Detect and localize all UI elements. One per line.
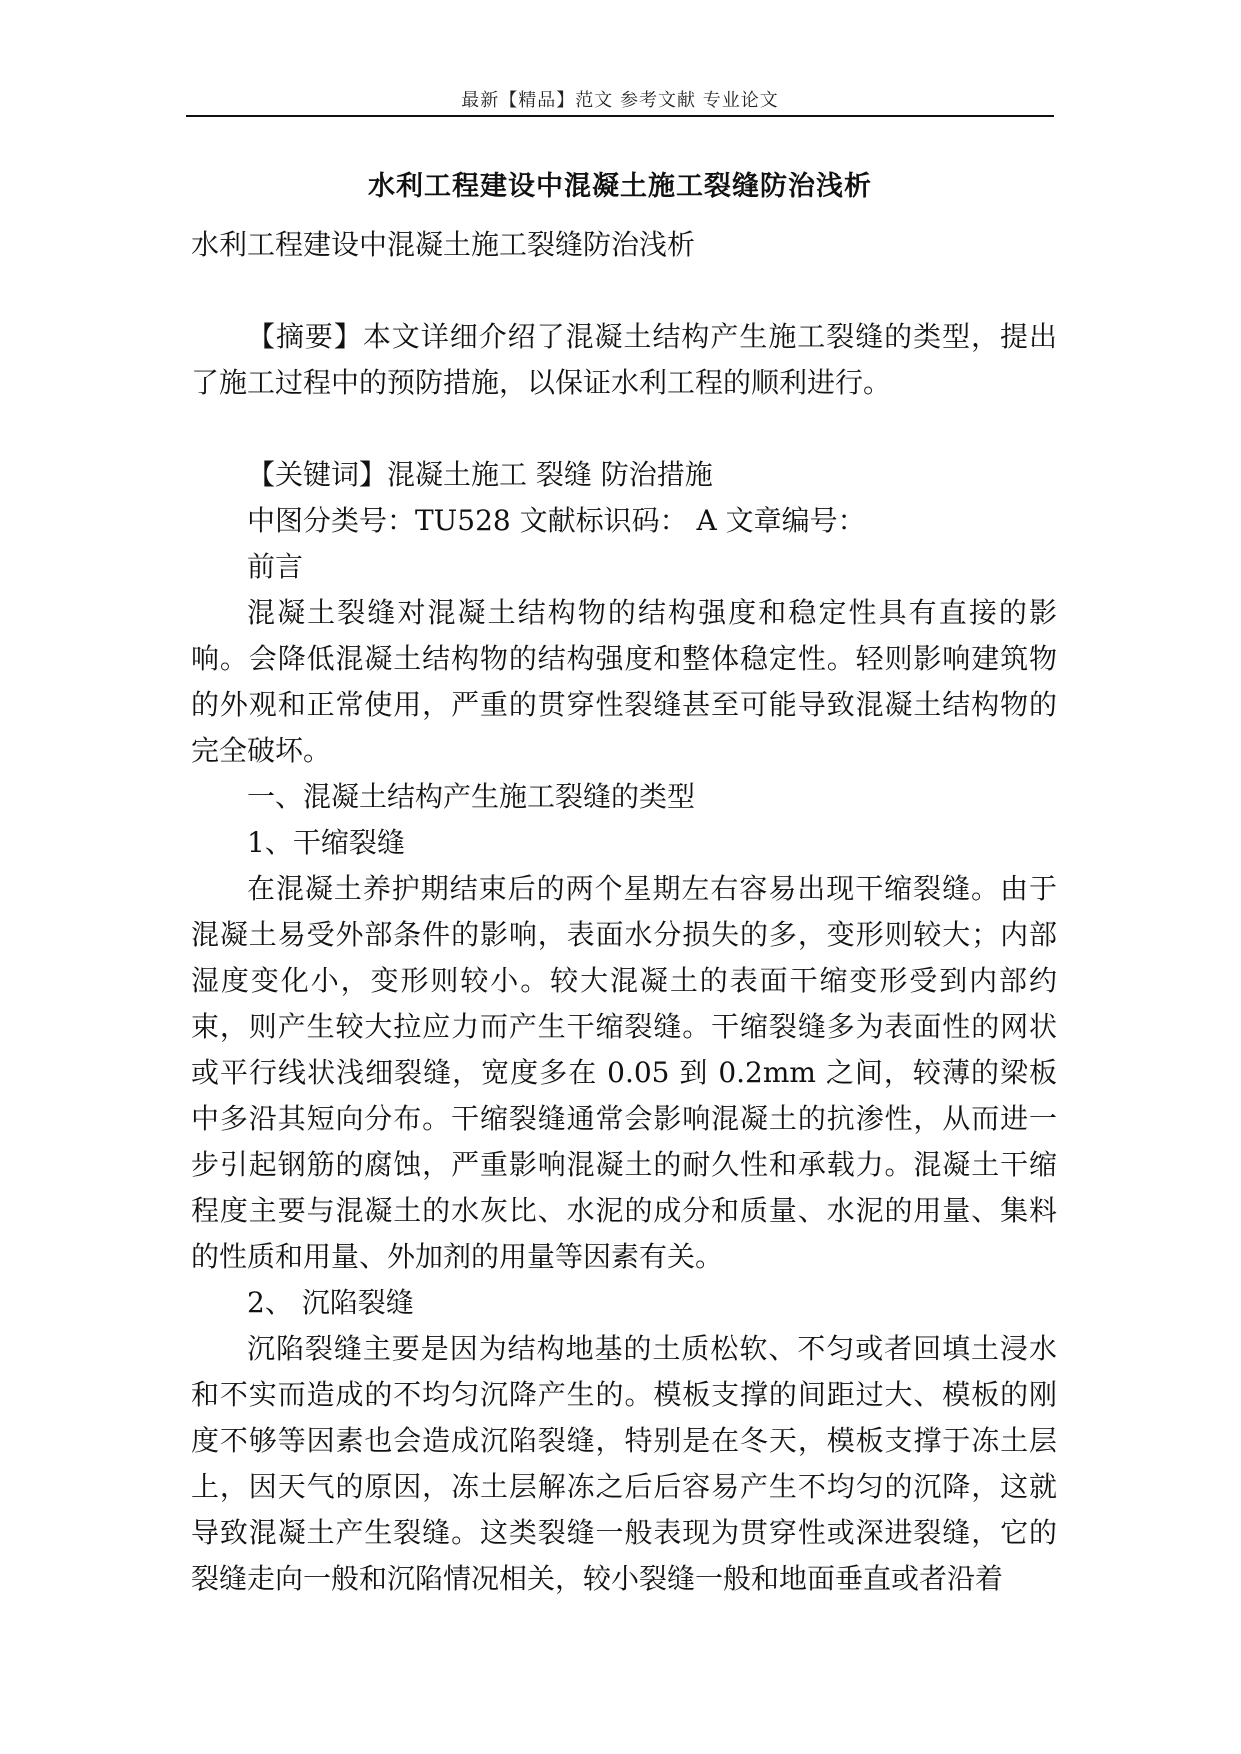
body-paragraph: 在混凝土养护期结束后的两个星期左右容易出现干缩裂缝。由于混凝土易受外部条件的影响，表面水分损失的多，变形则较大；内部湿度变化小，变形则较小。较大混凝土的表面干缩变形受到内部约束，则产生较大拉应力而产生干缩裂缝。干缩裂缝多为表面性的网状或平行线状浅细裂缝，宽度多在 0.05 到 0.2mm 之间，较薄的梁板中多沿其短向分布。干缩裂缝通常会影响混凝土的抗渗性，从而进一步引起钢筋的腐蚀，严重影响混凝土的耐久性和承载力。混凝土干缩程度主要与混凝土的水灰比、水泥的成分和质量、水泥的用量、集料的性质和用量、外加剂的用量等因素有关。: [191, 872, 1057, 1273]
section-heading-1: 一、混凝土结构产生施工裂缝的类型: [247, 780, 696, 813]
subsection-heading-2: 2、 沉陷裂缝: [247, 1286, 414, 1319]
subsection-heading-1: 1、干缩裂缝: [247, 826, 405, 859]
body-paragraph: 沉陷裂缝主要是因为结构地基的土质松软、不匀或者回填土浸水和不实而造成的不均匀沉降产生的。模板支撑的间距过大、模板的刚度不够等因素也会造成沉陷裂缝，特别是在冬天，模板支撑于冻土层上，因天气的原因，冻土层解冻之后后容易产生不均匀的沉降，这就导致混凝土产生裂缝。这类裂缝一般表现为贯穿性或深进裂缝，它的裂缝走向一般和沉陷情况相关，较小裂缝一般和地面垂直或者沿着: [191, 1332, 1057, 1595]
section-heading-preface: 前言: [247, 550, 304, 583]
keywords-line: 【关键词】混凝土施工 裂缝 防治措施: [247, 458, 713, 491]
abstract-paragraph: 【摘要】本文详细介绍了混凝土结构产生施工裂缝的类型，提出了施工过程中的预防措施，以保证水利工程的顺利进行。: [191, 320, 1057, 399]
document-body: [191, 222, 1057, 1602]
document-subtitle: 水利工程建设中混凝土施工裂缝防治浅析: [191, 228, 696, 261]
running-header: 最新【精品】范文 参考文献 专业论文: [461, 90, 779, 111]
classification-line: 中图分类号：TU528 文献标识码： A 文章编号：: [247, 504, 866, 537]
header-divider: [186, 115, 1054, 117]
body-paragraph: 混凝土裂缝对混凝土结构物的结构强度和稳定性具有直接的影响。会降低混凝土结构物的结构强度和整体稳定性。轻则影响建筑物的外观和正常使用，严重的贯穿性裂缝甚至可能导致混凝土结构物的完全破坏。: [191, 596, 1057, 767]
document-title: 水利工程建设中混凝土施工裂缝防治浅析: [368, 171, 872, 202]
